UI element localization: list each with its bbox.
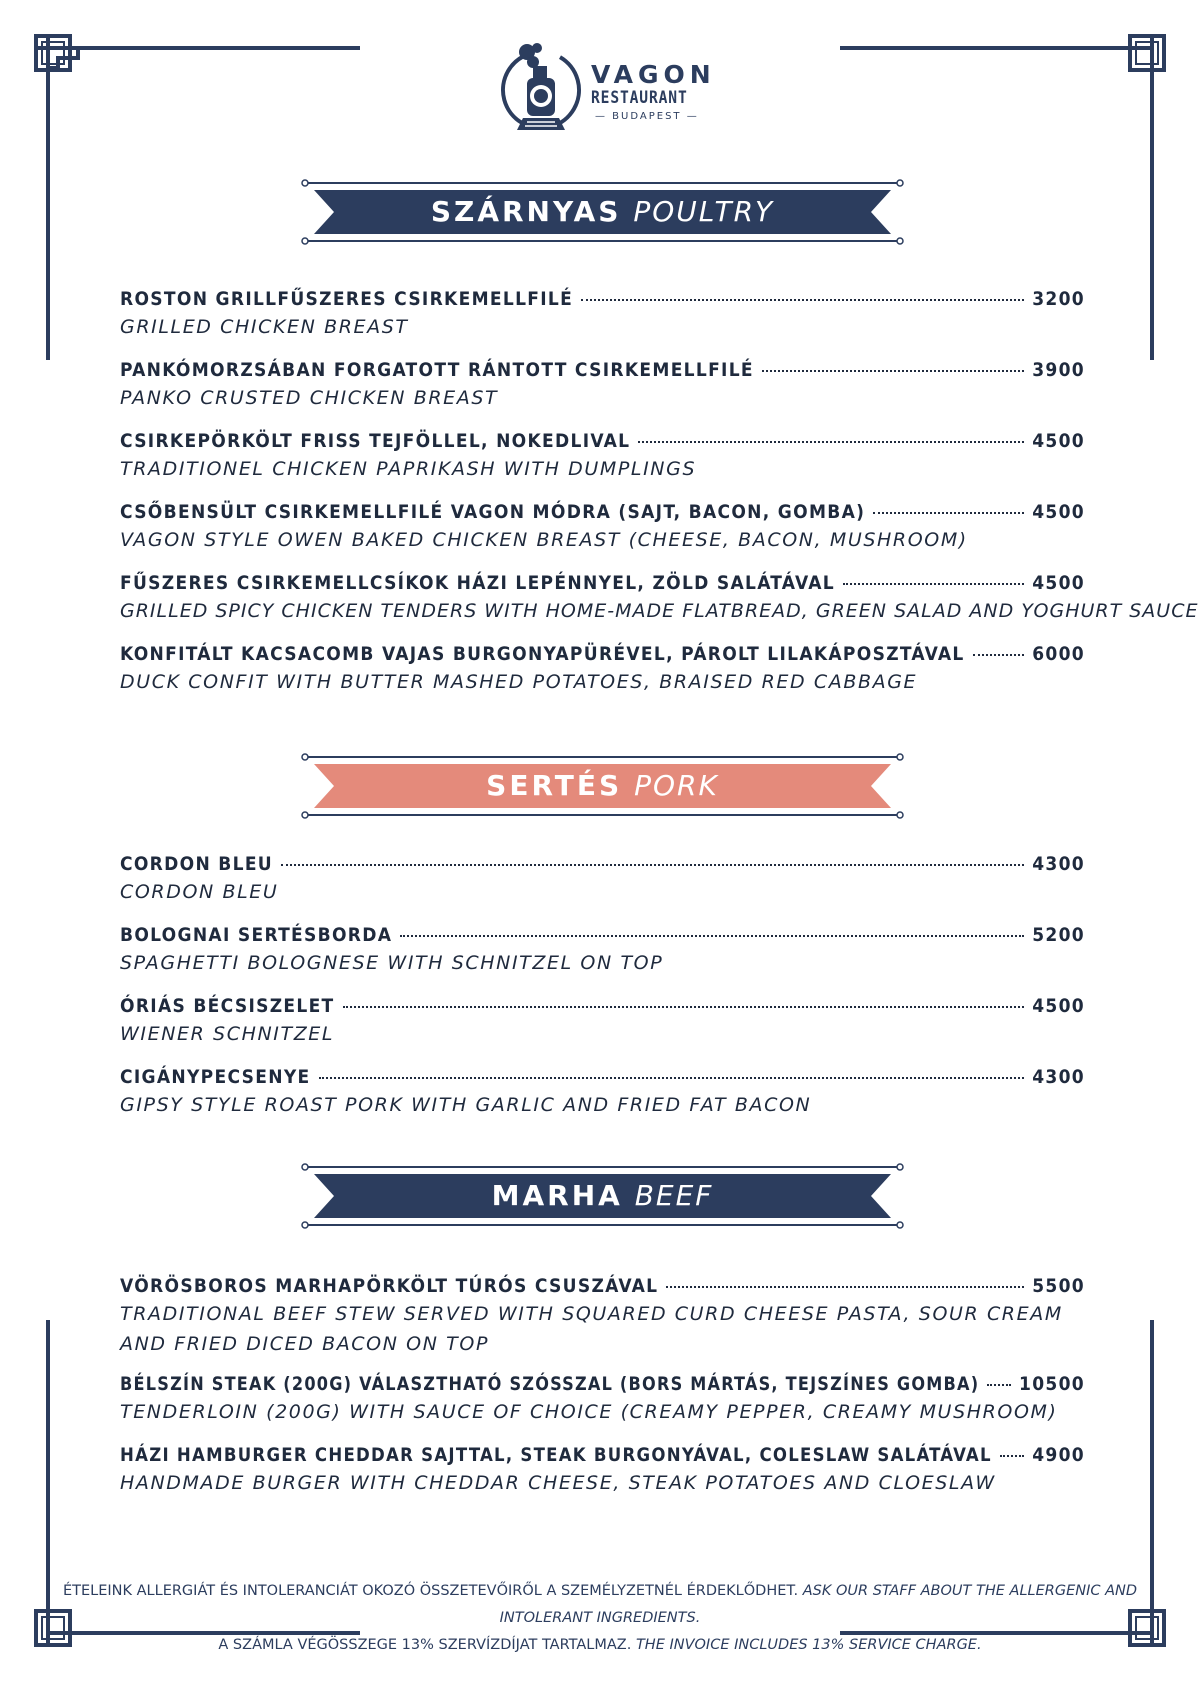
item-price: 3900 [1032, 359, 1085, 381]
item-name: ROSTON GRILLFŰSZERES CSIRKEMELLFILÉ [120, 288, 574, 310]
menu-item [120, 570, 1199, 641]
item-name: FŰSZERES CSIRKEMELLCSÍKOK HÁZI LEPÉNNYEL, ZÖLD SALÁTÁVAL [120, 572, 835, 594]
footer-service-en: THE INVOICE INCLUDES 13% SERVICE CHARGE. [635, 1637, 982, 1653]
footer-allergens-hu: ÉTELEINK ALLERGIÁT ÉS INTOLERANCIÁT OKOZÓ ÖSSZETEVŐIRŐL A SZEMÉLYZETNÉL ÉRDEKLŐDHET. [62, 1583, 799, 1599]
item-english: CORDON BLEU [120, 881, 279, 903]
dot-leader [666, 1286, 1024, 1288]
item-name: ÓRIÁS BÉCSISZELET [120, 995, 335, 1017]
menu-item [120, 993, 1085, 1064]
restaurant-logo [497, 38, 727, 138]
item-price: 6000 [1032, 643, 1085, 665]
item-price: 4300 [1032, 853, 1085, 875]
item-price: 4500 [1032, 572, 1085, 594]
dot-leader [843, 583, 1024, 585]
menu-item [120, 1273, 1085, 1371]
item-name: VÖRÖSBOROS MARHAPÖRKÖLT TÚRÓS CSUSZÁVAL [120, 1275, 659, 1297]
footer-line-service [60, 1632, 1140, 1659]
item-english: DUCK CONFIT WITH BUTTER MASHED POTATOES, BRAISED RED CABBAGE [120, 671, 918, 693]
dot-leader [343, 1006, 1025, 1008]
menu-item [120, 1064, 1085, 1135]
item-name: BOLOGNAI SERTÉSBORDA [120, 924, 393, 946]
item-name: PANKÓMORZSÁBAN FORGATOTT RÁNTOTT CSIRKEMELLFILÉ [120, 359, 754, 381]
item-name: KONFITÁLT KACSACOMB VAJAS BURGONYAPÜRÉVEL, PÁROLT LILAKÁPOSZTÁVAL [120, 643, 965, 665]
item-english: TENDERLOIN (200G) WITH SAUCE OF CHOICE (CREAMY PEPPER, CREAMY MUSHROOM) [120, 1401, 1058, 1423]
section-title-hu: SERTÉS [486, 769, 623, 802]
item-english: GRILLED SPICY CHICKEN TENDERS WITH HOME-MADE FLATBREAD, GREEN SALAD AND YOGHURT SAUCE [120, 600, 1199, 622]
menu-item [120, 922, 1085, 993]
item-name: CSŐBENSÜLT CSIRKEMELLFILÉ VAGON MÓDRA (SAJT, BACON, GOMBA) [120, 501, 866, 523]
footer-line-allergens [60, 1578, 1140, 1632]
item-name: CIGÁNYPECSENYE [120, 1066, 311, 1088]
item-price: 10500 [1019, 1373, 1085, 1395]
item-price: 5200 [1032, 924, 1085, 946]
item-english: VAGON STYLE OWEN BAKED CHICKEN BREAST (CHEESE, BACON, MUSHROOM) [120, 529, 968, 551]
dot-leader [973, 654, 1025, 656]
dot-leader [1000, 1455, 1024, 1457]
footer-allergens-en: ASK OUR STAFF ABOUT THE ALLERGENIC AND INTOLERANT INGREDIENTS. [499, 1583, 1138, 1626]
item-english: TRADITIONAL BEEF STEW SERVED WITH SQUARED CURD CHEESE PASTA, SOUR CREAM [120, 1303, 1063, 1325]
item-name: HÁZI HAMBURGER CHEDDAR SAJTTAL, STEAK BURGONYÁVAL, COLESLAW SALÁTÁVAL [120, 1444, 992, 1466]
steam-locomotive-icon [497, 38, 587, 138]
dot-leader [638, 441, 1024, 443]
item-english: GRILLED CHICKEN BREAST [120, 316, 409, 338]
footer-notice [60, 1578, 1140, 1659]
section-title-hu: SZÁRNYAS [430, 195, 622, 228]
item-price: 4500 [1032, 995, 1085, 1017]
menu-section-pork [120, 851, 1085, 1135]
section-title-en: POULTRY [633, 195, 775, 228]
item-english: HANDMADE BURGER WITH CHEDDAR CHEESE, STEAK POTATOES AND CLOESLAW [120, 1472, 996, 1494]
menu-section-poultry [120, 286, 1199, 712]
item-price: 4500 [1032, 501, 1085, 523]
section-title-en: BEEF [634, 1179, 714, 1212]
item-english: SPAGHETTI BOLOGNESE WITH SCHNITZEL ON TOP [120, 952, 664, 974]
item-name: BÉLSZÍN STEAK (200G) VÁLASZTHATÓ SZÓSSZAL (BORS MÁRTÁS, TEJSZÍNES GOMBA) [120, 1373, 980, 1395]
menu-item [120, 357, 1085, 428]
item-english: GIPSY STYLE ROAST PORK WITH GARLIC AND FRIED FAT BACON [120, 1094, 812, 1116]
footer-service-hu: A SZÁMLA VÉGÖSSZEGE 13% SZERVÍZDÍJAT TARTALMAZ. [218, 1637, 632, 1653]
item-price: 3200 [1032, 288, 1085, 310]
section-title-hu: MARHA [491, 1179, 623, 1212]
menu-section-beef [120, 1273, 1085, 1513]
item-name: CSIRKEPÖRKÖLT FRISS TEJFÖLLEL, NOKEDLIVAL [120, 430, 631, 452]
dot-leader [281, 864, 1024, 866]
item-english: PANKO CRUSTED CHICKEN BREAST [120, 387, 499, 409]
dot-leader [873, 512, 1024, 514]
item-price: 4900 [1032, 1444, 1085, 1466]
item-name: CORDON BLEU [120, 853, 273, 875]
dot-leader [987, 1384, 1011, 1386]
menu-item [120, 428, 1085, 499]
brand-subtitle: RESTAURANT [591, 88, 688, 108]
dot-leader [400, 935, 1024, 937]
section-title-en: PORK [634, 769, 719, 802]
menu-item [120, 499, 1085, 570]
menu-item [120, 286, 1085, 357]
item-price: 4500 [1032, 430, 1085, 452]
item-price: 4300 [1032, 1066, 1085, 1088]
section-banner-poultry [300, 178, 905, 268]
brand-name: VAGON [591, 60, 716, 89]
menu-item [120, 851, 1085, 922]
brand-city: — BUDAPEST — [595, 111, 699, 122]
menu-item [120, 1442, 1085, 1513]
item-english: TRADITIONEL CHICKEN PAPRIKASH WITH DUMPLINGS [120, 458, 697, 480]
section-banner-beef [300, 1162, 905, 1252]
menu-item [120, 1371, 1085, 1442]
item-english: WIENER SCHNITZEL [120, 1023, 335, 1045]
item-english-continued: AND FRIED DICED BACON ON TOP [120, 1333, 489, 1355]
dot-leader [319, 1077, 1025, 1079]
section-banner-pork [300, 752, 905, 842]
dot-leader [581, 299, 1024, 301]
menu-item [120, 641, 1085, 712]
dot-leader [762, 370, 1024, 372]
item-price: 5500 [1032, 1275, 1085, 1297]
